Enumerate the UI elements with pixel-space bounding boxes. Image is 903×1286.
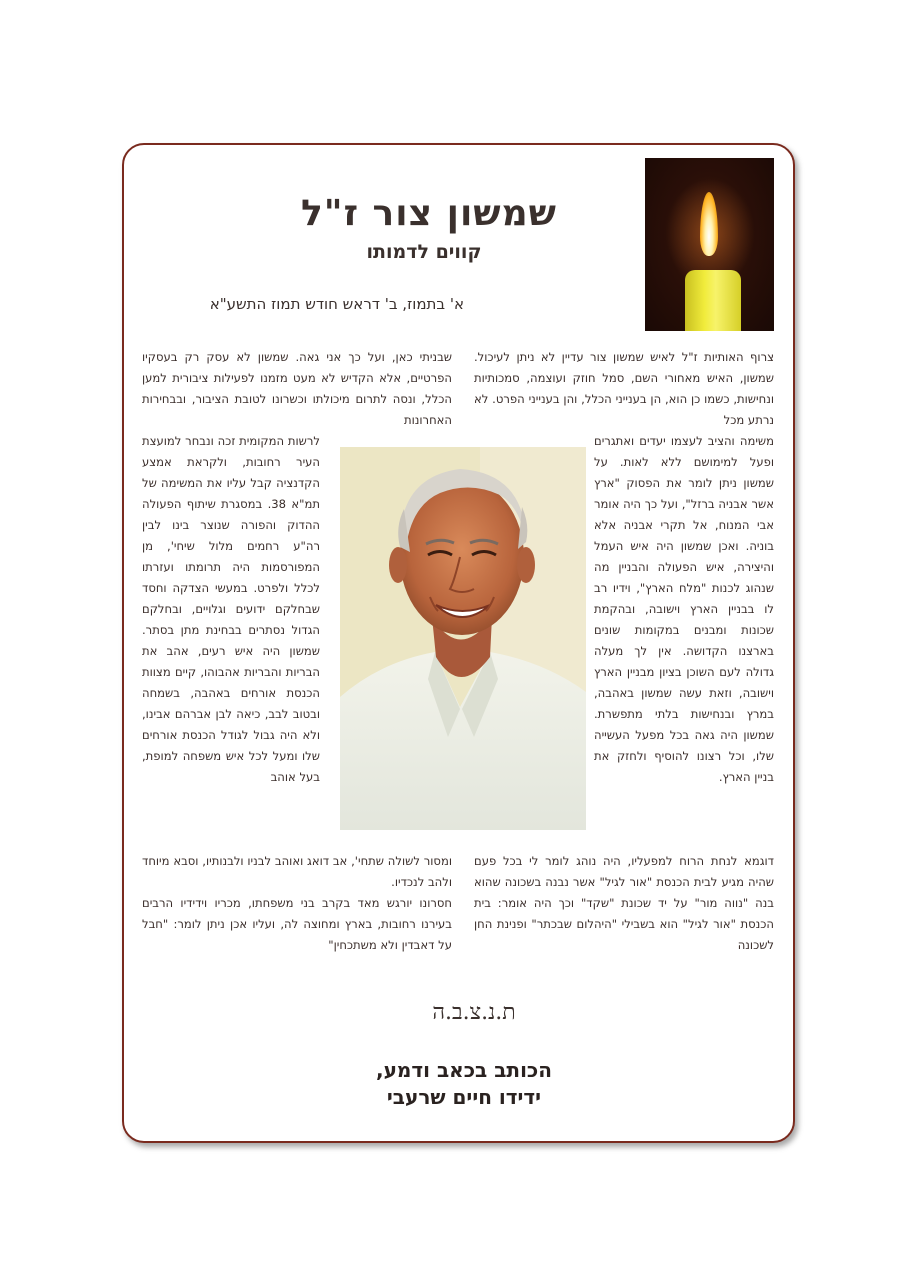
right-column-wrap: משימה והציב לעצמו יעדים ואתגרים ופעל למימושם ללא לאות. על שמשון ניתן לומר את הפסוק "ארץ אשר אבניה ברזל", ועל כך היה אומר אבי המנוח, אל תקרי אבניה אלא בוניה. ואכן שמשון היה איש העמל והיצירה, איש הפעולה והבניין מה שנהוג לכנות "מלח הארץ", וידיו רב לו בבניין הארץ וישובה, ובהקמת שכונות ומבנים במקומות שונים בארצנו הקדושה. אין לך מעלה גדולה לעם השוכן בציון מבניין הארץ וישובה, וזאת עשה שמשון באהבה, במרץ ובנחישות בלתי מתפשרת. שמשון היה גאה בכל מפעל העשייה שלו, וכל רצונו להוסיף ולחזק את בניין הארץ. <box>594 434 774 784</box>
portrait-photo <box>340 447 586 830</box>
right-column-intro: צרוף האותיות ז"ל לאיש שמשון צור עדיין לא ניתן לעיכול. שמשון, האיש מאחורי השם, סמל חוזק ועוצמה, סמכותיות ונחישות, כשמו כן הוא, הן בענייני הכלל, והן בענייני הפרט. לא נרתע מכל <box>474 350 774 427</box>
date-line: א' בתמוז, ב' דראש חודש תמוז התשע"א <box>209 295 464 313</box>
page-title: שמשון צור ז"ל <box>301 193 557 234</box>
tnzbh-abbreviation: ת.נ.צ.ב.ה <box>432 1000 516 1025</box>
signature-block <box>274 1057 654 1111</box>
candle-wax <box>685 270 741 331</box>
left-column-end: ומסור לשולה שתחי', אב דואג ואוהב לבניו ולבנותיו, וסבא מיוחד ולהב לנכדיו. חסרונו יורגש מאד בקרב בני משפחתו, מכריו וידידיו הרבים בעירנו רחובות, בארץ ומחוצה לה, ועליו אכן ניתן לומר: "חבל על דאבדין ולא משתכחין" <box>142 854 452 952</box>
left-column-intro: שבניתי כאן, ועל כך אני גאה. שמשון לא עסק רק בעסקיו הפרטיים, אלא הקדיש לא מעט מזמנו לפעילות ציבורית למען הכלל, ונסה לתרום מיכולתו וכשרונו לטובת הציבור, ובבחירות האחרונות <box>142 350 452 427</box>
candle-image <box>645 158 774 331</box>
left-column-wrap: לרשות המקומית זכה ונבחר למועצת העיר רחובות, ולקראת אמצע הקדנציה קבל עליו את המשימה של תמ"א 38. במסגרת שיתוף הפעולה ההדוק והפורה שנוצר בינו לבין רה"ע רחמים מלול שיחי', מן המפורסמות היה תרומתו ועזרתו לכלל ולפרט. במעשי הצדקה וחסד שבחלקם ידועים וגלויים, ובחלקם הגדול נסתרים בבחינת מתן בסתר. שמשון היה איש רעים, אהב את הבריות והבריות אהבוהו, קיים מצוות הכנסת אורחים באהבה, בשמחה ובטוב לבב, כיאה לבן אברהם אבינו, ולא היה גבול לגודל הכנסת אורחים שלו ומעל לכל איש משפחה למופת, בעל אוהב <box>142 434 321 784</box>
portrait-illustration <box>340 447 586 830</box>
memorial-card <box>122 143 795 1143</box>
signature-line-1: הכותב בכאב ודמע, <box>375 1058 552 1082</box>
right-column-end: דוגמא לנחת הרוח למפעליו, היה נוהג לומר לי בכל פעם שהיה מגיע לבית הכנסת "אור לגיל" אשר נבנה בשכונה שהוא בנה "נווה מור" על יד שכונת "שקד" וכך היה אומר: בית הכנסת "אור לגיל" הוא בשבילי "היהלום שבכתר" ופנינת החן לשכונה <box>474 854 774 952</box>
page-subtitle: קווים לדמותו <box>366 241 482 263</box>
signature-line-2: ידידו חיים שרעבי <box>386 1085 542 1109</box>
